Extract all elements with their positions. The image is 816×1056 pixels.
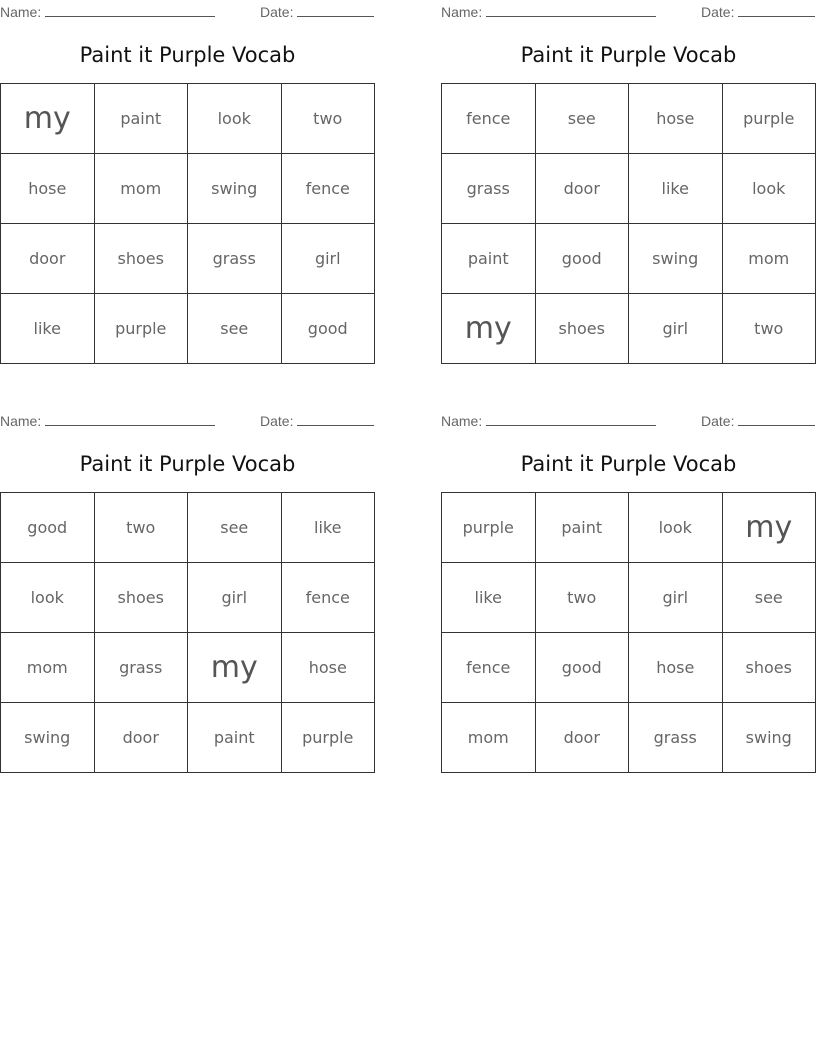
grid-cell: paint — [95, 84, 189, 154]
name-field — [0, 2, 215, 20]
grid-cell: door — [536, 703, 630, 773]
date-field — [701, 411, 815, 429]
date-blank-line — [297, 2, 374, 17]
grid-cell: look — [1, 563, 95, 633]
date-field — [260, 2, 374, 20]
card-header — [441, 0, 816, 22]
name-blank-line — [45, 411, 215, 426]
grid-cell: mom — [95, 154, 189, 224]
bingo-card-1 — [0, 0, 375, 364]
grid-cell: hose — [629, 84, 723, 154]
name-label: Name: — [0, 4, 42, 20]
grid-cell: two — [95, 493, 189, 563]
grid-cell: purple — [95, 294, 189, 364]
card-header — [0, 409, 375, 431]
grid-cell: door — [95, 703, 189, 773]
grid-cell: like — [1, 294, 95, 364]
name-label: Name: — [441, 4, 483, 20]
grid-cell: good — [536, 633, 630, 703]
name-label: Name: — [441, 413, 483, 429]
grid-cell: girl — [282, 224, 376, 294]
grid-cell: mom — [1, 633, 95, 703]
grid-cell: swing — [629, 224, 723, 294]
grid-cell: fence — [282, 563, 376, 633]
grid-cell: like — [282, 493, 376, 563]
name-blank-line — [486, 2, 656, 17]
grid-cell: look — [629, 493, 723, 563]
grid-cell: paint — [188, 703, 282, 773]
grid-cell: my — [1, 84, 95, 154]
name-label: Name: — [0, 413, 42, 429]
grid-cell: two — [282, 84, 376, 154]
grid-cell: my — [442, 294, 536, 364]
name-blank-line — [45, 2, 215, 17]
grid-cell: paint — [442, 224, 536, 294]
name-field — [441, 2, 656, 20]
grid-cell: fence — [442, 84, 536, 154]
card-title: Paint it Purple Vocab — [79, 452, 296, 476]
grid-cell: girl — [629, 294, 723, 364]
name-field — [0, 411, 215, 429]
card-header — [0, 0, 375, 22]
card-title: Paint it Purple Vocab — [520, 43, 737, 67]
grid-cell: shoes — [95, 563, 189, 633]
grid-cell: grass — [95, 633, 189, 703]
grid-cell: two — [536, 563, 630, 633]
date-field — [260, 411, 374, 429]
card-header — [441, 409, 816, 431]
grid-cell: hose — [1, 154, 95, 224]
grid-cell: swing — [723, 703, 816, 773]
bingo-grid — [441, 492, 816, 773]
grid-cell: good — [282, 294, 376, 364]
grid-cell: like — [629, 154, 723, 224]
grid-cell: two — [723, 294, 816, 364]
date-label: Date: — [260, 4, 294, 20]
grid-cell: good — [536, 224, 630, 294]
grid-cell: door — [1, 224, 95, 294]
grid-cell: see — [188, 294, 282, 364]
grid-cell: swing — [1, 703, 95, 773]
grid-cell: see — [188, 493, 282, 563]
date-blank-line — [297, 411, 374, 426]
grid-cell: my — [188, 633, 282, 703]
bingo-grid — [441, 83, 816, 364]
card-title: Paint it Purple Vocab — [520, 452, 737, 476]
grid-cell: shoes — [536, 294, 630, 364]
grid-cell: purple — [442, 493, 536, 563]
grid-cell: hose — [629, 633, 723, 703]
date-label: Date: — [701, 413, 735, 429]
grid-cell: shoes — [723, 633, 816, 703]
grid-cell: mom — [442, 703, 536, 773]
name-blank-line — [486, 411, 656, 426]
grid-cell: grass — [188, 224, 282, 294]
grid-cell: grass — [442, 154, 536, 224]
grid-cell: look — [188, 84, 282, 154]
grid-cell: fence — [282, 154, 376, 224]
grid-cell: good — [1, 493, 95, 563]
grid-cell: my — [723, 493, 816, 563]
grid-cell: girl — [629, 563, 723, 633]
grid-cell: swing — [188, 154, 282, 224]
bingo-grid — [0, 492, 375, 773]
grid-cell: girl — [188, 563, 282, 633]
grid-cell: purple — [723, 84, 816, 154]
bingo-card-4 — [441, 409, 816, 773]
date-label: Date: — [701, 4, 735, 20]
grid-cell: fence — [442, 633, 536, 703]
grid-cell: mom — [723, 224, 816, 294]
grid-cell: shoes — [95, 224, 189, 294]
name-field — [441, 411, 656, 429]
grid-cell: see — [536, 84, 630, 154]
grid-cell: grass — [629, 703, 723, 773]
date-label: Date: — [260, 413, 294, 429]
date-blank-line — [738, 2, 815, 17]
bingo-grid — [0, 83, 375, 364]
bingo-card-2 — [441, 0, 816, 364]
grid-cell: look — [723, 154, 816, 224]
card-title: Paint it Purple Vocab — [79, 43, 296, 67]
grid-cell: hose — [282, 633, 376, 703]
grid-cell: purple — [282, 703, 376, 773]
date-field — [701, 2, 815, 20]
grid-cell: door — [536, 154, 630, 224]
grid-cell: like — [442, 563, 536, 633]
date-blank-line — [738, 411, 815, 426]
grid-cell: see — [723, 563, 816, 633]
grid-cell: paint — [536, 493, 630, 563]
bingo-card-3 — [0, 409, 375, 773]
